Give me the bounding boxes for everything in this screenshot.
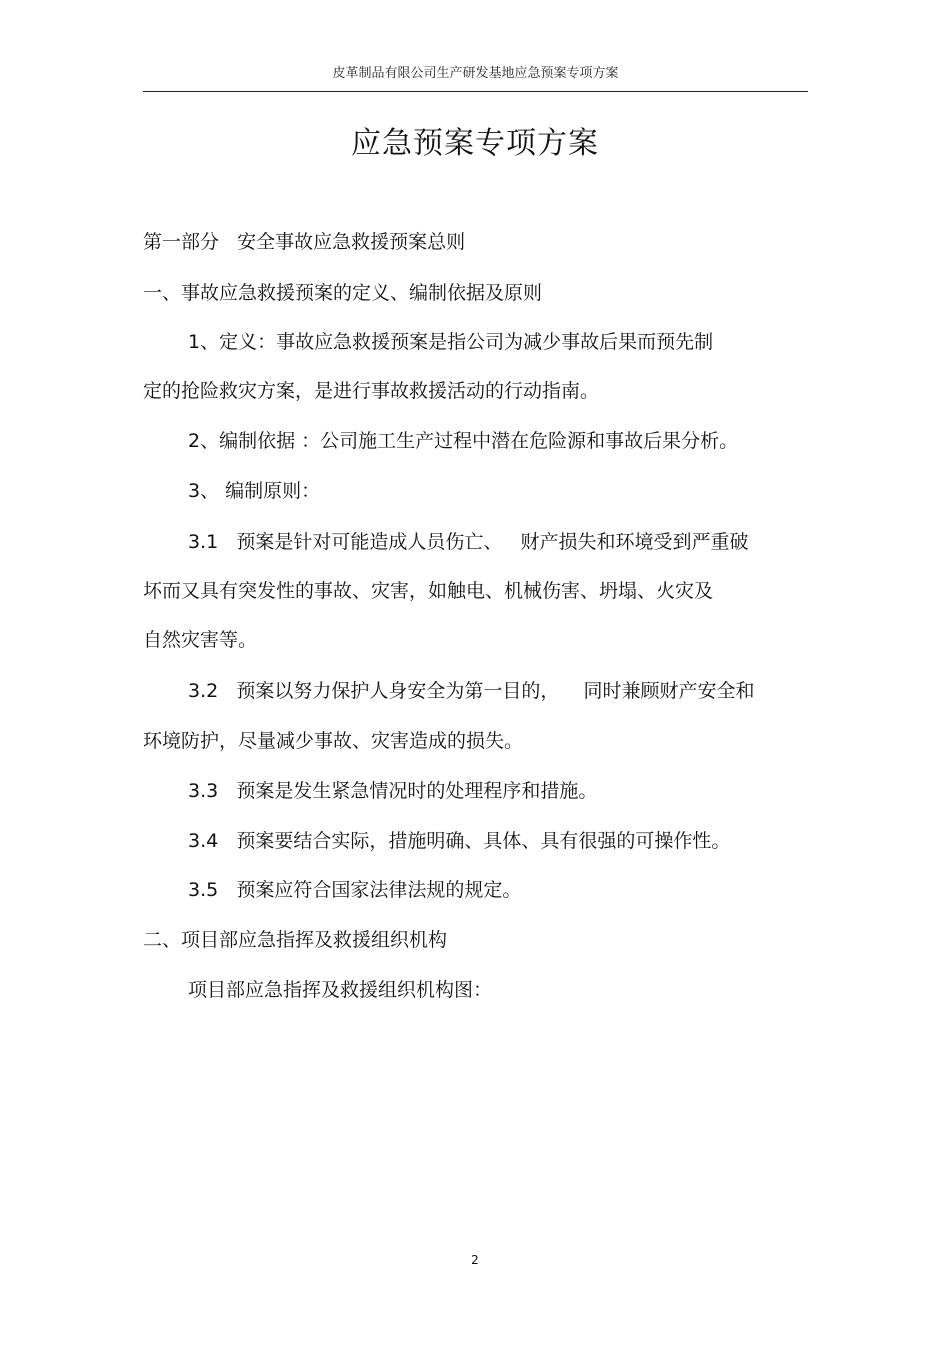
paragraph-line: 项目部应急指挥及救援组织机构图： xyxy=(188,979,493,1001)
page-number: 2 xyxy=(471,1253,479,1267)
paragraph-line: 1、定义：事故应急救援预案是指公司为减少事故后果而预先制 xyxy=(188,331,714,353)
running-header: 皮革制品有限公司生产研发基地应急预案专项方案 xyxy=(143,66,808,92)
paragraph-line: 3.5 预案应符合国家法律法规的规定。 xyxy=(188,879,522,901)
paragraph-line: 坏而又具有突发性的事故、灾害，如触电、机械伤害、坍塌、火灾及 xyxy=(143,580,714,602)
part-heading: 第一部分 安全事故应急救援预案总则 xyxy=(143,231,466,253)
paragraph-line: 2、编制依据 ：公司施工生产过程中潜在危险源和事故后果分析。 xyxy=(188,430,739,452)
paragraph-line: 3.4 预案要结合实际，措施明确、具体、具有很强的可操作性。 xyxy=(188,830,731,852)
document-title: 应急预案专项方案 xyxy=(351,126,599,161)
paragraph-line: 环境防护，尽量减少事故、灾害造成的损失。 xyxy=(143,730,524,752)
paragraph-line: 3.1 预案是针对可能造成人员伤亡、 财产损失和环境受到严重破 xyxy=(188,531,749,553)
paragraph-line: 自然灾害等。 xyxy=(143,629,258,651)
paragraph-line: 3.3 预案是发生紧急情况时的处理程序和措施。 xyxy=(188,780,598,802)
paragraph-line: 3、 编制原则： xyxy=(188,480,321,502)
paragraph-line: 3.2 预案以努力保护人身安全为第一目的， 同时兼顾财产安全和 xyxy=(188,680,755,702)
section-heading-1: 一、事故应急救援预案的定义、编制依据及原则 xyxy=(143,282,543,304)
section-heading-2: 二、项目部应急指挥及救援组织机构 xyxy=(143,929,448,951)
paragraph-line: 定的抢险救灾方案，是进行事故救援活动的行动指南。 xyxy=(143,380,600,402)
